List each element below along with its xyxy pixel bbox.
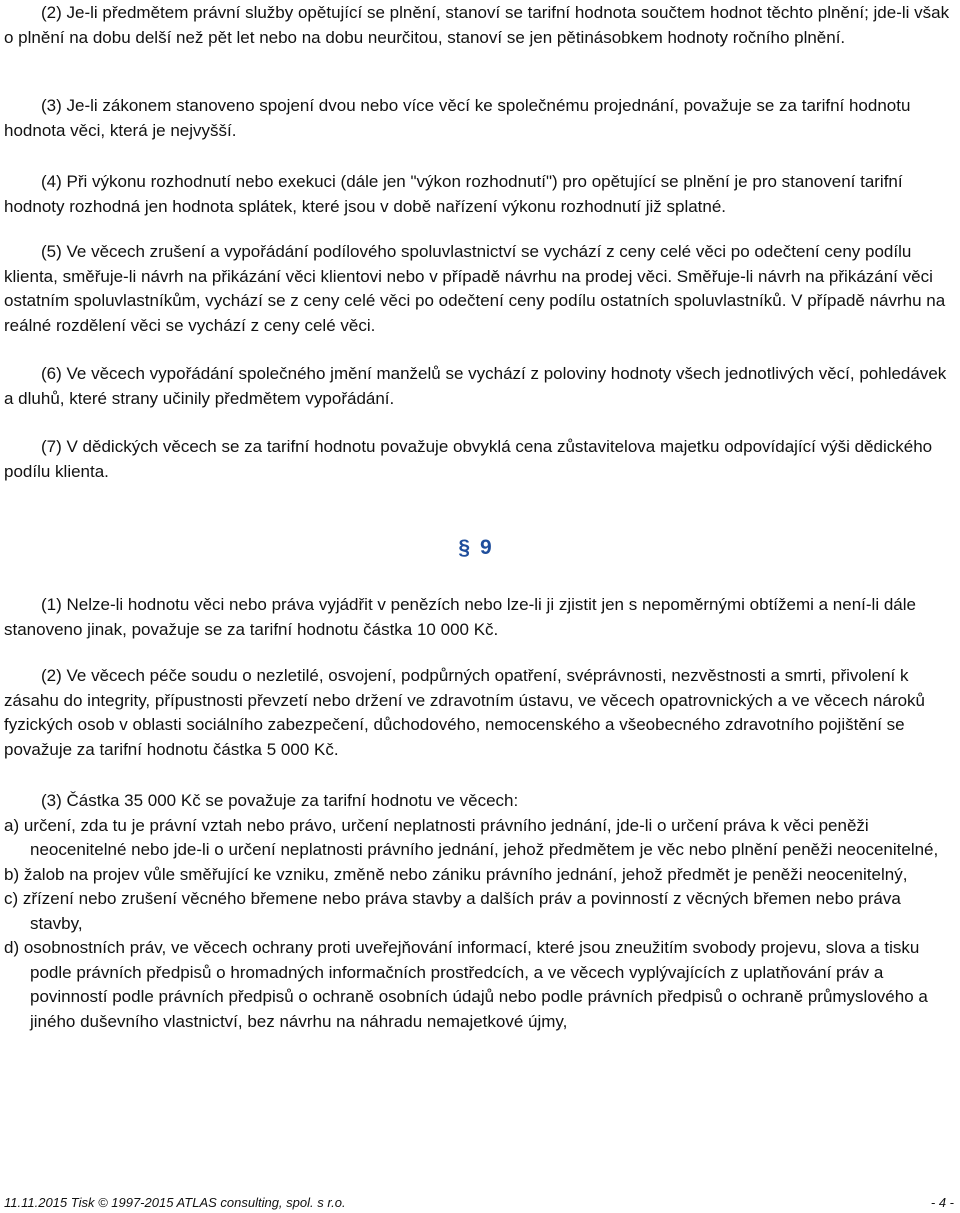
paragraph-6: (6) Ve věcech vypořádání společného jmění manželů se vychází z poloviny hodnoty všech jednotlivých věcí, pohledávek a dluhů, které strany učinily předmětem vypořádání. [4,364,947,408]
page-number: - 4 - [930,1195,954,1210]
section-paragraph-3 [4,789,954,1034]
list-item: a) určení, zda tu je právní vztah nebo právo, určení neplatnosti právního jednání, jde-li o určení práva k věci peněži neocenitelné nebo jde-li o určení neplatnosti právního jednání, jehož předmětem je věc nebo plnění peněži neocenitelné, [4,815,939,859]
list-item: b) žalob na projev vůle směřující ke vzniku, změně nebo zániku právního jednání, jehož předmět je peněži neocenitelný, [4,864,908,884]
section-paragraph-1: (1) Nelze-li hodnotu věci nebo práva vyjádřit v penězích nebo lze-li ji zjistit jen s nepoměrnými obtížemi a není-li dále stanoveno jinak, považuje se za tarifní hodnotu částka 10 000 Kč. [4,595,916,639]
list-item: d) osobnostních práv, ve věcech ochrany proti uveřejňování informací, které jsou zneužitím svobody projevu, slova a tisku podle právních předpisů o hromadných informačních prostředcích, a ve věcech vyplývajících z uplatňování práv a povinností podle právních předpisů o ochraně osobních údajů nebo podle právních předpisů o ochraně průmyslového a jiného duševního vlastnictví, bez návrhu na náhradu nemajetkové újmy, [4,938,928,1031]
paragraph-3: (3) Je-li zákonem stanoveno spojení dvou nebo více věcí ke společnému projednání, považuje se za tarifní hodnotu hodnota věci, která je nejvyšší. [4,96,911,140]
page-footer [4,1193,954,1213]
section-paragraph-3-intro: (3) Částka 35 000 Kč se považuje za tarifní hodnotu ve věcech: [41,791,519,810]
section-number: 9 [480,536,492,559]
footer-print-info: 11.11.2015 Tisk © 1997-2015 ATLAS consulting, spol. s r.o. [4,1195,346,1210]
list-item: c) zřízení nebo zrušení věcného břemene nebo práva stavby a dalších práv a povinností z věcných břemen nebo práva stavby, [4,889,901,933]
section-symbol: § [458,536,470,559]
paragraph-5: (5) Ve věcech zrušení a vypořádání podílového spoluvlastnictví se vychází z ceny celé věci po odečtení ceny podílu klienta, směřuje-li návrh na přikázání věci klientovi nebo v případě návrhu na prodej věci. Směřuje-li návrh na přikázání věci ostatním spoluvlastníkům, vychází se z ceny celé věci po odečtení ceny podílu ostatních spoluvlastníků. V případě návrhu na reálné rozdělení věci se vychází z ceny celé věci. [4,242,946,335]
section-paragraph-3-list [4,814,954,1035]
paragraph-7: (7) V dědických věcech se za tarifní hodnotu považuje obvyklá cena zůstavitelova majetku odpovídající výši dědického podílu klienta. [4,437,933,481]
section-paragraph-2: (2) Ve věcech péče soudu o nezletilé, osvojení, podpůrných opatření, svéprávnosti, nezvěstnosti a smrti, přivolení k zásahu do integrity, přípustnosti převzetí nebo držení ve zdravotním ústavu, ve věcech opatrovnických a ve věcech nároků fyzických osob v oblasti sociálního zabezpečení, důchodového, nemocenského a všeobecného zdravotního pojištění se považuje za tarifní hodnotu částka 5 000 Kč. [4,666,926,759]
paragraph-2: (2) Je-li předmětem právní služby opětující se plnění, stanoví se tarifní hodnota součtem hodnot těchto plnění; jde-li však o plnění na dobu delší než pět let nebo na dobu neurčitou, stanoví se jen pětinásobkem hodnoty ročního plnění. [4,3,950,47]
paragraph-4: (4) Při výkonu rozhodnutí nebo exekuci (dále jen "výkon rozhodnutí") pro opětující se plnění je pro stanovení tarifní hodnoty rozhodná jen hodnota splátek, které jsou v době nařízení výkonu rozhodnutí již splatné. [4,172,903,216]
section-heading [0,535,960,561]
